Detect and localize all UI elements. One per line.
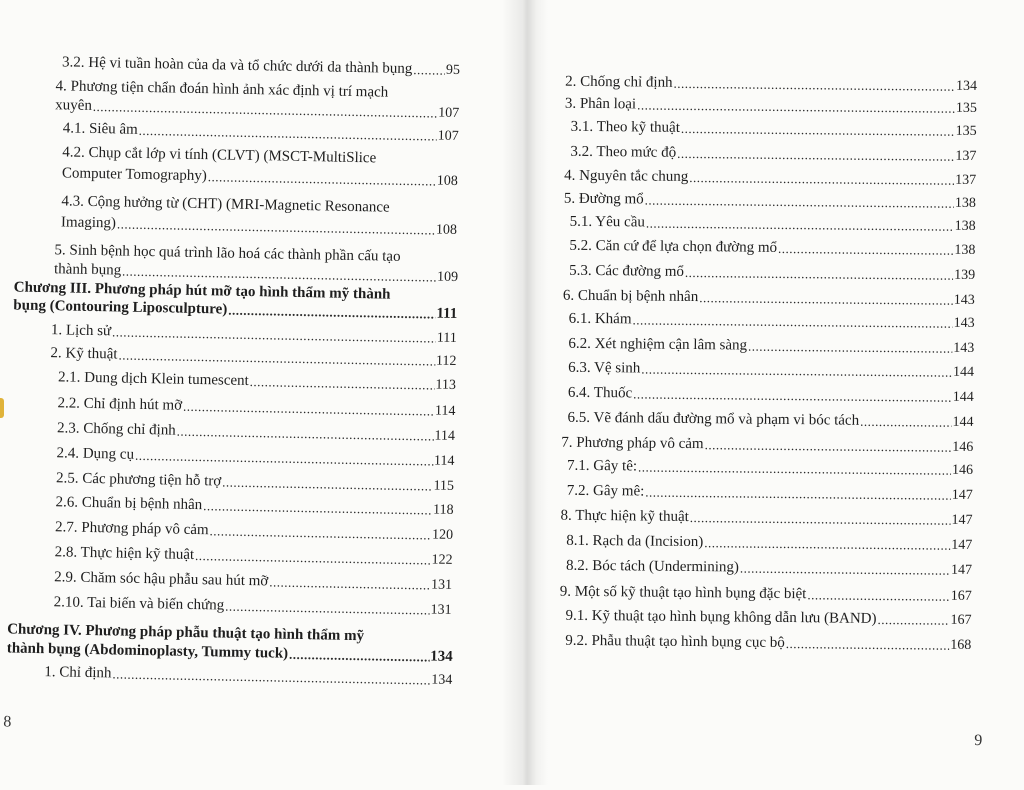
toc-page-number: 135 (955, 100, 977, 116)
toc-page-number: 120 (431, 527, 454, 543)
toc-page-number: 114 (433, 453, 455, 469)
toc-entry (62, 165, 458, 190)
toc-entry (563, 288, 975, 309)
toc-entry (564, 191, 976, 212)
toc-entry-title: 3.1. Theo kỹ thuật (570, 118, 681, 136)
toc-entry (569, 263, 975, 284)
toc-entry-title: 4. Nguyên tắc chung (564, 167, 689, 185)
toc-page-number: 139 (954, 267, 976, 283)
toc-leader-dots (208, 168, 436, 189)
toc-entry-title: 3.2. Hệ vi tuần hoàn của da và tổ chức dưới da thành bụng (61, 54, 413, 78)
toc-page-number: 138 (954, 242, 976, 258)
toc-entry-title: Computer Tomography) (61, 165, 207, 185)
toc-leader-dots (704, 534, 950, 554)
toc-leader-dots (222, 473, 433, 494)
toc-entry (44, 664, 452, 689)
toc-page-number: 134 (430, 648, 453, 665)
toc-entry-title: 2.6. Chuẩn bị bệnh nhân (55, 494, 203, 514)
toc-entry (56, 445, 454, 470)
toc-page-number: 114 (434, 403, 456, 419)
toc-entry-title: 2.4. Dụng cụ (56, 445, 135, 463)
toc-entry (566, 558, 972, 579)
toc-page-number: 144 (953, 364, 975, 380)
toc-leader-dots (699, 289, 953, 309)
toc-entry-title: 2.1. Dung dịch Klein tumescent (57, 369, 249, 389)
toc-page-number: 95 (445, 62, 461, 78)
toc-entry-title: 6.2. Xét nghiệm cận lâm sàng (568, 335, 748, 354)
toc-leader-dots (877, 611, 949, 629)
toc-page-number: 109 (436, 269, 459, 285)
toc-page-number: 167 (950, 588, 972, 604)
toc-entry-title: 4.1. Siêu âm (62, 120, 138, 138)
toc-entry-title: 3. Phân loại (564, 95, 637, 113)
toc-entry-title: 8.1. Rạch da (Incision) (566, 532, 704, 551)
toc-page-number: 137 (955, 172, 977, 188)
toc-entry-title: 5.2. Căn cứ để lựa chọn đường mổ (569, 237, 778, 256)
toc-entry (565, 608, 971, 629)
toc-entry-title: 7.2. Gây mê: (566, 482, 645, 500)
toc-entry-title: 9.2. Phẫu thuật tạo hình bụng cục bộ (565, 632, 785, 652)
toc-entry (568, 336, 974, 357)
toc-leader-dots (645, 192, 954, 212)
toc-page-number: 143 (953, 315, 975, 331)
toc-leader-dots (117, 215, 435, 238)
toc-page-number: 147 (950, 562, 973, 578)
toc-leader-dots (413, 61, 445, 79)
toc-page-number: 167 (950, 612, 972, 628)
toc-entry-title: 2.9. Chăm sóc hậu phẫu sau hút mỡ (54, 569, 269, 590)
toc-entry-title: 2. Kỹ thuật (50, 345, 118, 363)
toc-leader-dots (135, 447, 433, 470)
toc-entry-heading: 4.2. Chụp cắt lớp vi tính (CLVT) (MSCT-MultiSlice (62, 144, 377, 167)
toc-entry-title: 8. Thực hiện kỹ thuật (560, 507, 689, 525)
toc-entry (54, 594, 452, 619)
toc-entry (57, 420, 455, 445)
toc-leader-dots (778, 240, 953, 259)
toc-entry (57, 395, 455, 420)
toc-entry (567, 410, 973, 431)
toc-page-number: 131 (430, 602, 452, 618)
toc-entry (560, 584, 972, 605)
toc-entry-title: thành bụng (Abdominoplasty, Tummy tuck) (6, 640, 289, 662)
toc-leader-dots (740, 560, 950, 579)
toc-entry (55, 494, 453, 519)
toc-entry (56, 470, 454, 495)
toc-entry (560, 508, 972, 529)
toc-leader-dots (289, 646, 429, 666)
toc-entry (54, 569, 452, 594)
toc-page-number: 143 (953, 292, 975, 308)
toc-entry (58, 369, 456, 394)
toc-entry (565, 633, 971, 654)
toc-leader-dots (641, 360, 952, 380)
toc-entry-title: thành bụng (53, 261, 122, 279)
toc-leader-dots (118, 346, 435, 369)
toc-page-number: 135 (955, 123, 977, 139)
toc-leader-dots (195, 547, 431, 569)
toc-entry (13, 297, 457, 323)
toc-page-number: 112 (435, 353, 457, 369)
toc-leader-dots (637, 96, 955, 116)
toc-entry-heading: 4. Phương tiện chẩn đoán hình ảnh xác định vị trí mạch (55, 78, 389, 101)
toc-entry (55, 97, 459, 122)
toc-entry-title: 8.2. Bóc tách (Undermining) (565, 557, 739, 576)
toc-entry-title: Imaging) (60, 214, 117, 232)
toc-page-number: 147 (951, 487, 973, 503)
toc-leader-dots (250, 373, 435, 394)
toc-page-number: 138 (954, 195, 976, 211)
toc-entry-title: 2.5. Các phương tiện hỗ trợ (55, 470, 222, 490)
toc-page-number: 107 (438, 105, 460, 121)
toc-entry-title: 5. Đường mổ (563, 190, 644, 208)
toc-leader-dots (225, 598, 430, 619)
toc-page-number: 147 (951, 512, 973, 528)
toc-leader-dots (203, 497, 432, 518)
toc-page-number: 118 (432, 502, 454, 518)
toc-entry (7, 640, 453, 666)
toc-entry-heading: 5. Sinh bệnh học quá trình lão hoá các thành phần cấu tạo (54, 242, 401, 265)
page-number: 8 (3, 713, 12, 731)
toc-entry-title: 9.1. Kỹ thuật tạo hình bụng không dẫn lưu (BAND) (565, 607, 877, 627)
toc-entry-title: xuyên (55, 97, 93, 114)
toc-entry (50, 345, 456, 370)
toc-page-number: 115 (433, 478, 455, 494)
toc-leader-dots (677, 145, 954, 165)
toc-entry (54, 544, 452, 569)
toc-page-number: 144 (952, 414, 974, 430)
toc-leader-dots (786, 635, 950, 654)
toc-leader-dots (807, 586, 950, 604)
page-number: 9 (974, 731, 983, 750)
toc-entry (567, 458, 973, 479)
toc-entry (570, 144, 976, 165)
toc-entry (63, 120, 459, 145)
toc-entry (569, 238, 975, 259)
toc-entry (565, 96, 977, 117)
book-spine-shadow (502, 0, 548, 785)
toc-entry (55, 519, 453, 544)
toc-entry-title: 2.10. Tai biến và biến chứng (53, 594, 225, 614)
toc-page-number: 137 (955, 148, 977, 164)
toc-entry (61, 214, 457, 239)
toc-entry (567, 483, 973, 504)
toc-entry-title: 7.1. Gây tê: (567, 457, 638, 475)
toc-entry (561, 435, 973, 456)
toc-leader-dots (638, 458, 951, 478)
toc-page-number: 108 (435, 222, 458, 238)
chapter-heading: Chương III. Phương pháp hút mỡ tạo hình thẩm mỹ thành (13, 279, 391, 303)
toc-page-number: 111 (436, 330, 457, 346)
toc-leader-dots (228, 302, 435, 323)
toc-page-number: 122 (431, 552, 453, 568)
toc-entry-heading: 4.3. Cộng hưởng từ (CHT) (MRI-Magnetic Resonance (61, 193, 390, 216)
left-page (0, 0, 507, 790)
toc-leader-dots (748, 338, 952, 357)
toc-entry-title: 2.3. Chống chỉ định (56, 420, 176, 439)
toc-page-number: 113 (435, 377, 457, 393)
toc-entry-title: 2.8. Thực hiện kỹ thuật (54, 544, 195, 563)
toc-page-number: 143 (953, 340, 975, 356)
toc-entry-title: 2.7. Phương pháp vô cảm (54, 519, 209, 539)
toc-page-number: 146 (952, 439, 974, 455)
toc-page-number: 111 (436, 305, 458, 322)
toc-page-number: 134 (956, 78, 978, 94)
toc-page-number: 146 (951, 462, 974, 478)
toc-leader-dots (139, 122, 437, 145)
toc-entry-title: 3.2. Theo mức độ (570, 143, 677, 161)
toc-leader-dots (177, 423, 434, 445)
toc-entry (568, 360, 974, 381)
toc-entry-title: 7. Phương pháp vô cảm (561, 434, 704, 453)
toc-page-number: 147 (951, 537, 973, 553)
toc-page-number: 107 (437, 128, 459, 144)
toc-entry-title: bụng (Contouring Liposculpture) (13, 297, 228, 318)
toc-entry (565, 74, 977, 95)
toc-entry (570, 214, 976, 235)
toc-leader-dots (689, 169, 954, 189)
toc-leader-dots (632, 311, 952, 331)
toc-leader-dots (681, 120, 955, 140)
toc-entry-title: 2. Chống chỉ định (565, 73, 673, 91)
toc-entry-title: 1. Chỉ định (44, 664, 112, 682)
toc-leader-dots (183, 398, 434, 420)
toc-entry (62, 54, 460, 79)
toc-entry-title: 5.3. Các đường mổ (569, 262, 685, 280)
right-page (544, 0, 1024, 787)
toc-entry (51, 322, 457, 347)
toc-leader-dots (674, 75, 956, 95)
toc-leader-dots (705, 436, 952, 456)
toc-page-number: 131 (430, 577, 453, 593)
toc-page-number: 114 (434, 428, 456, 444)
toc-entry (564, 168, 976, 189)
toc-entry-title: 6.1. Khám (568, 310, 632, 328)
toc-entry-title: 6.5. Vẽ đánh dấu đường mổ và phạm vi bóc tách (567, 409, 860, 429)
toc-page-number: 144 (952, 389, 974, 405)
toc-entry-title: 1. Lịch sử (50, 322, 112, 340)
toc-entry-title: 6.3. Vệ sinh (568, 359, 641, 377)
toc-leader-dots (685, 264, 953, 284)
toc-page-number: 168 (950, 637, 972, 653)
toc-page-number: 134 (431, 672, 453, 688)
toc-entry-title: 6.4. Thuốc (567, 384, 633, 402)
toc-entry (568, 385, 974, 406)
toc-entry-title: 6. Chuẩn bị bệnh nhân (562, 287, 699, 306)
toc-page-number: 108 (436, 173, 458, 189)
toc-leader-dots (860, 413, 952, 431)
toc-entry (569, 311, 975, 332)
toc-page-number: 138 (954, 218, 976, 234)
toc-entry-title: 9. Một số kỹ thuật tạo hình bụng đặc biệt (559, 583, 807, 603)
toc-leader-dots (645, 484, 951, 504)
toc-leader-dots (633, 385, 952, 405)
toc-entry (571, 119, 977, 140)
toc-leader-dots (112, 665, 430, 688)
toc-entry (566, 533, 972, 554)
toc-entry-title: 2.2. Chỉ định hút mỡ (57, 395, 183, 414)
toc-entry-title: 5.1. Yêu cầu (569, 213, 645, 231)
toc-leader-dots (646, 215, 954, 235)
toc-leader-dots (690, 509, 951, 529)
toc-leader-dots (112, 323, 436, 346)
toc-leader-dots (269, 573, 430, 593)
toc-leader-dots (209, 522, 431, 543)
chapter-heading: Chương IV. Phương pháp phẫu thuật tạo hình thẩm mỹ (7, 621, 365, 645)
